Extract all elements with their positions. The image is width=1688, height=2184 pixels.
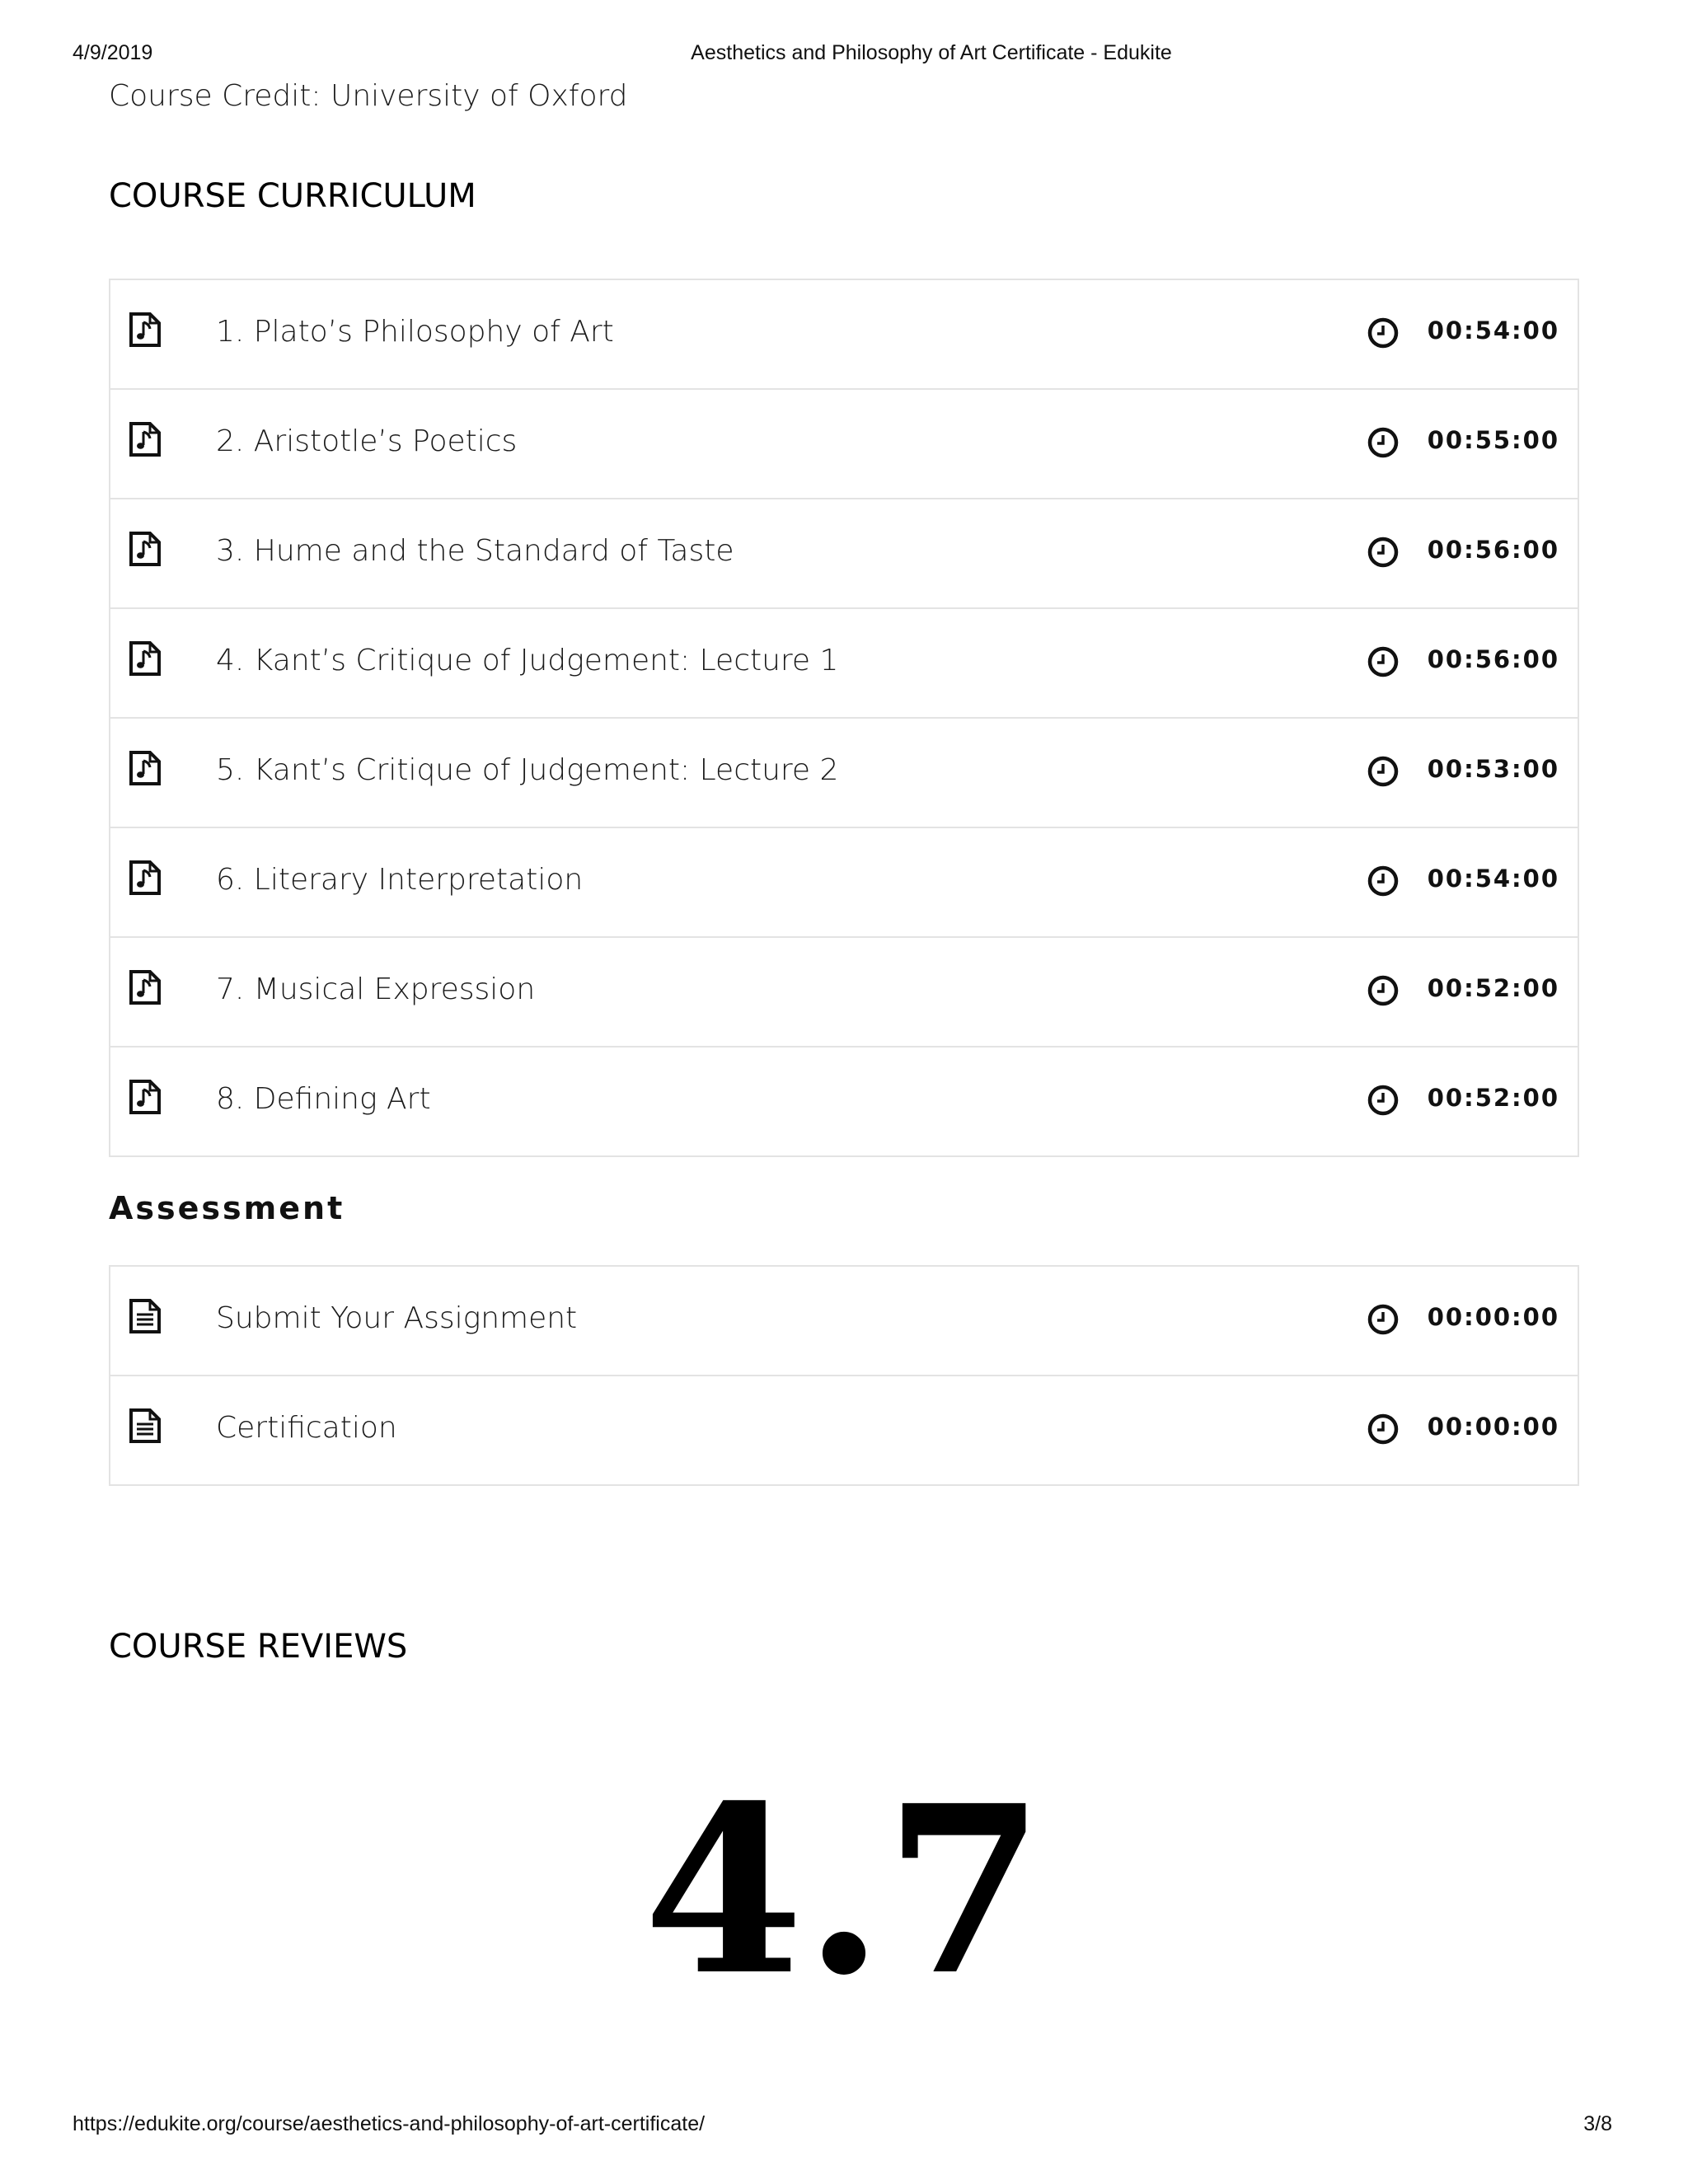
audio-file-icon [129, 531, 162, 567]
clock-icon [1367, 974, 1400, 1007]
clock-icon [1367, 426, 1400, 459]
curriculum-list [109, 279, 1579, 1157]
clock-icon [1367, 1413, 1400, 1446]
assessment-heading: Assessment [109, 1190, 345, 1226]
print-date: 4/9/2019 [73, 41, 153, 64]
lesson-row[interactable] [110, 1047, 1578, 1155]
audio-file-icon [129, 640, 162, 677]
print-url: https://edukite.org/course/aesthetics-and-philosophy-of-art-certificate/ [73, 2112, 706, 2135]
lesson-title: 4. Kant’s Critique of Judgement: Lecture 1 [216, 644, 839, 677]
assessment-list [109, 1265, 1579, 1486]
lesson-duration: 00:56:00 [1427, 536, 1559, 564]
clock-icon [1367, 755, 1400, 788]
audio-file-icon [129, 750, 162, 786]
clock-icon [1367, 865, 1400, 898]
assessment-title: Submit Your Assignment [216, 1301, 578, 1335]
lesson-duration: 00:55:00 [1427, 426, 1559, 454]
lesson-title: 5. Kant’s Critique of Judgement: Lecture 2 [216, 753, 839, 787]
lesson-duration: 00:54:00 [1427, 316, 1559, 344]
clock-icon [1367, 316, 1400, 349]
lesson-row[interactable] [110, 828, 1578, 938]
audio-file-icon [129, 421, 162, 457]
curriculum-heading: COURSE CURRICULUM [109, 177, 476, 215]
course-credit: Course Credit: University of Oxford [109, 79, 628, 113]
clock-icon [1367, 1303, 1400, 1336]
assessment-duration: 00:00:00 [1427, 1413, 1559, 1441]
assessment-row[interactable] [110, 1267, 1578, 1376]
audio-file-icon [129, 1079, 162, 1115]
print-page-number: 3/8 [1583, 2112, 1612, 2135]
lesson-duration: 00:54:00 [1427, 865, 1559, 893]
lesson-title: 8. Defining Art [216, 1082, 431, 1116]
reviews-heading: COURSE REVIEWS [109, 1628, 408, 1666]
lesson-row[interactable] [110, 609, 1578, 719]
clock-icon [1367, 536, 1400, 569]
lesson-title: 1. Plato’s Philosophy of Art [216, 315, 614, 349]
lesson-row[interactable] [110, 938, 1578, 1047]
text-file-icon [129, 1298, 162, 1334]
clock-icon [1367, 1084, 1400, 1117]
audio-file-icon [129, 312, 162, 348]
audio-file-icon [129, 969, 162, 1005]
lesson-duration: 00:56:00 [1427, 645, 1559, 673]
lesson-duration: 00:52:00 [1427, 974, 1559, 1002]
lesson-row[interactable] [110, 390, 1578, 499]
assessment-duration: 00:00:00 [1427, 1303, 1559, 1331]
audio-file-icon [129, 860, 162, 896]
lesson-row[interactable] [110, 499, 1578, 609]
lesson-duration: 00:52:00 [1427, 1084, 1559, 1112]
clock-icon [1367, 645, 1400, 678]
lesson-title: 2. Aristotle’s Poetics [216, 424, 518, 458]
lesson-title: 3. Hume and the Standard of Taste [216, 534, 734, 568]
lesson-duration: 00:53:00 [1427, 755, 1559, 783]
lesson-row[interactable] [110, 719, 1578, 828]
average-rating: 4.7 [643, 1755, 1045, 2027]
lesson-title: 6. Literary Interpretation [216, 863, 584, 897]
text-file-icon [129, 1408, 162, 1444]
assessment-title: Certification [216, 1411, 397, 1445]
lesson-title: 7. Musical Expression [216, 972, 536, 1006]
print-page-title: Aesthetics and Philosophy of Art Certificate - Edukite [691, 41, 1172, 64]
assessment-row[interactable] [110, 1376, 1578, 1484]
lesson-row[interactable] [110, 280, 1578, 390]
